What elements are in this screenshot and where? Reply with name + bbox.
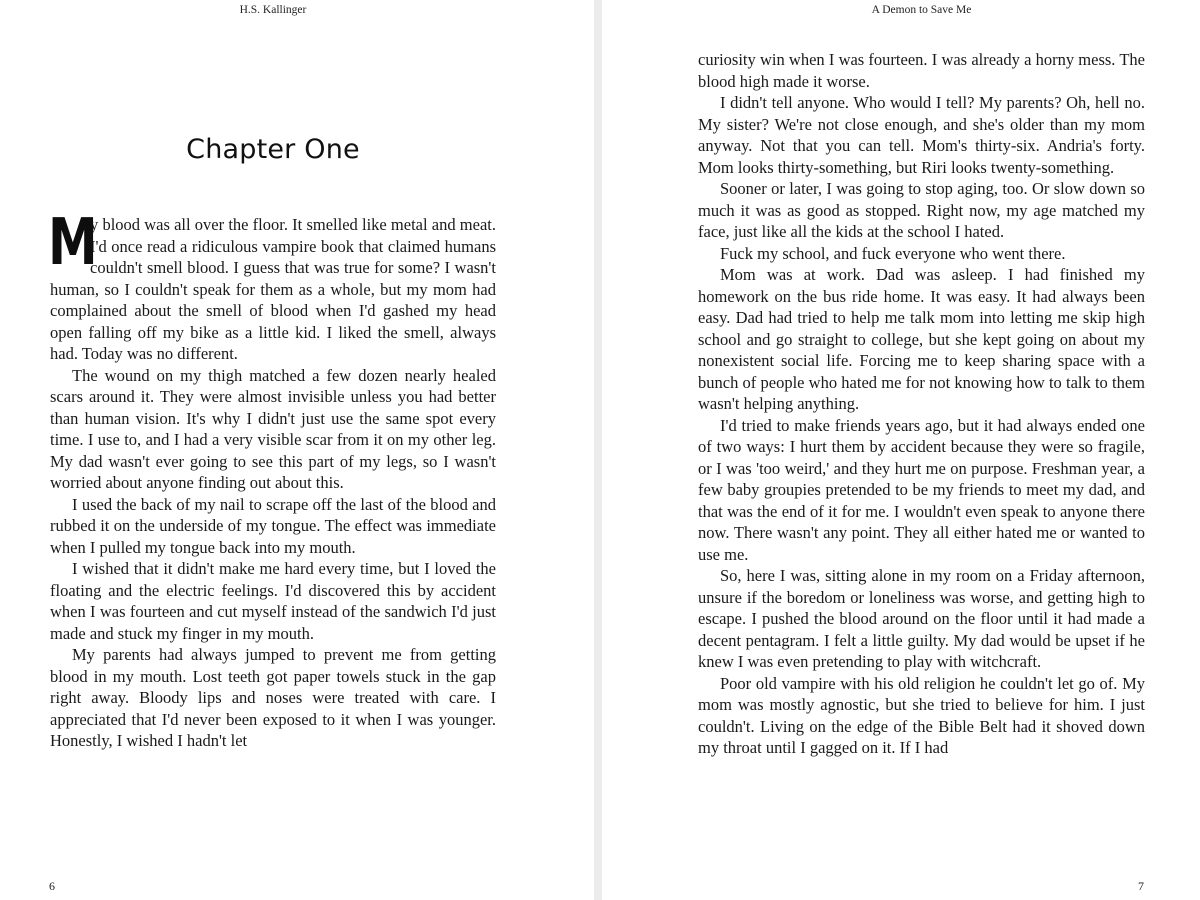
paragraph: I'd tried to make friends years ago, but it had always ended one of two ways: I hurt them by accident because they were so fragile, or I was 'too weird,' and they hurt me on purpose. Freshman year, a few baby groupies pretended to be my friends to meet my dad, and that was the end of it for me. I wouldn't even speak to anyone there now. There wasn't any point. They all either hated me or wanted to use me. [698,415,1145,564]
paragraph: Fuck my school, and fuck everyone who went there. [720,243,1066,263]
paragraph: The wound on my thigh matched a few dozen nearly healed scars around it. They were almost invisible unless you had better than human vision. It's why I didn't just use the same spot every time. I use to, and I had a very visible scar from it on my other leg. My dad wasn't ever going to see this part of my legs, so I wasn't worried about anyone finding out about this. [50,365,496,492]
continued-paragraph: curiosity win when I was fourteen. I was already a horny mess. The blood high made it worse. [698,50,1145,91]
paragraph: Sooner or later, I was going to stop aging, too. Or slow down so much it was as good as stopped. Right now, my age matched my face, just like all the kids at the school I hated. [698,179,1145,241]
drop-cap: M [48,206,98,280]
right-page [602,0,1200,900]
paragraph: I didn't tell anyone. Who would I tell? My parents? Oh, hell no. My sister? We're not close enough, and she's older than my mom anyway. Not that you can tell. Mom's thirty-six. Andria's forty. Mom looks thirty-something, but Riri looks twenty-something. [698,93,1145,177]
left-page [0,0,594,900]
page-number: 7 [1138,879,1144,893]
paragraph: Mom was at work. Dad was asleep. I had finished my homework on the bus ride home. It was easy. It had always been easy. Dad had tried to help me talk mom into letting me skip high school and go straight to college, but she kept going on about my nonexistent social life. Forcing me to keep sharing space with a bunch of people who hated me for not knowing how to talk to them wasn't helping anything. [698,265,1145,413]
page-gutter [594,0,602,900]
page-number: 6 [49,879,55,893]
opening-paragraph-text: y blood was all over the floor. It smelled like metal and meat. I'd once read a ridiculous vampire book that claimed humans couldn't smell blood. I guess that was true for some? I wasn't human, so I couldn't speak for them as a whole, but my mom had complained about the smell of blood when I'd gashed my head open falling off my bike as a little kid. I liked the smell, always had. Today was no different. [50,215,496,363]
paragraph: I wished that it didn't make me hard every time, but I loved the floating and the electric feelings. I'd discovered this by accident when I was fourteen and cut myself instead of the sandwich I'd just made and stuck my finger in my mouth. [50,559,496,643]
paragraph: I used the back of my nail to scrape off the last of the blood and rubbed it on the underside of my tongue. The effect was immediate when I pulled my tongue back into my mouth. [50,494,496,557]
paragraph: So, here I was, sitting alone in my room on a Friday afternoon, unsure if the boredom or loneliness was worse, and getting high to escape. I pushed the blood around on the floor until it had made a decent pentagram. I felt a little guilty. My dad would be upset if he knew I was even pretending to play with witchcraft. [698,566,1145,671]
left-body-text [48,206,496,752]
paragraph: Poor old vampire with his old religion he couldn't let go of. My mom was mostly agnostic, but she tried to believe for him. I just couldn't. Living on the edge of the Bible Belt had it shoved down my throat until I gagged on it. If I had [698,673,1145,757]
right-body-text [698,49,1145,759]
title-running-head: A Demon to Save Me [871,4,972,16]
chapter-title: Chapter One [186,134,360,165]
paragraph: My parents had always jumped to prevent me from getting blood in my mouth. Lost teeth got paper towels stuck in the gap right away. Bloody lips and noses were treated with care. I appreciated that I'd never been exposed to it when I was younger. Honestly, I wished I hadn't let [50,645,496,750]
opening-paragraph [48,206,496,365]
author-running-head: H.S. Kallinger [239,4,307,16]
